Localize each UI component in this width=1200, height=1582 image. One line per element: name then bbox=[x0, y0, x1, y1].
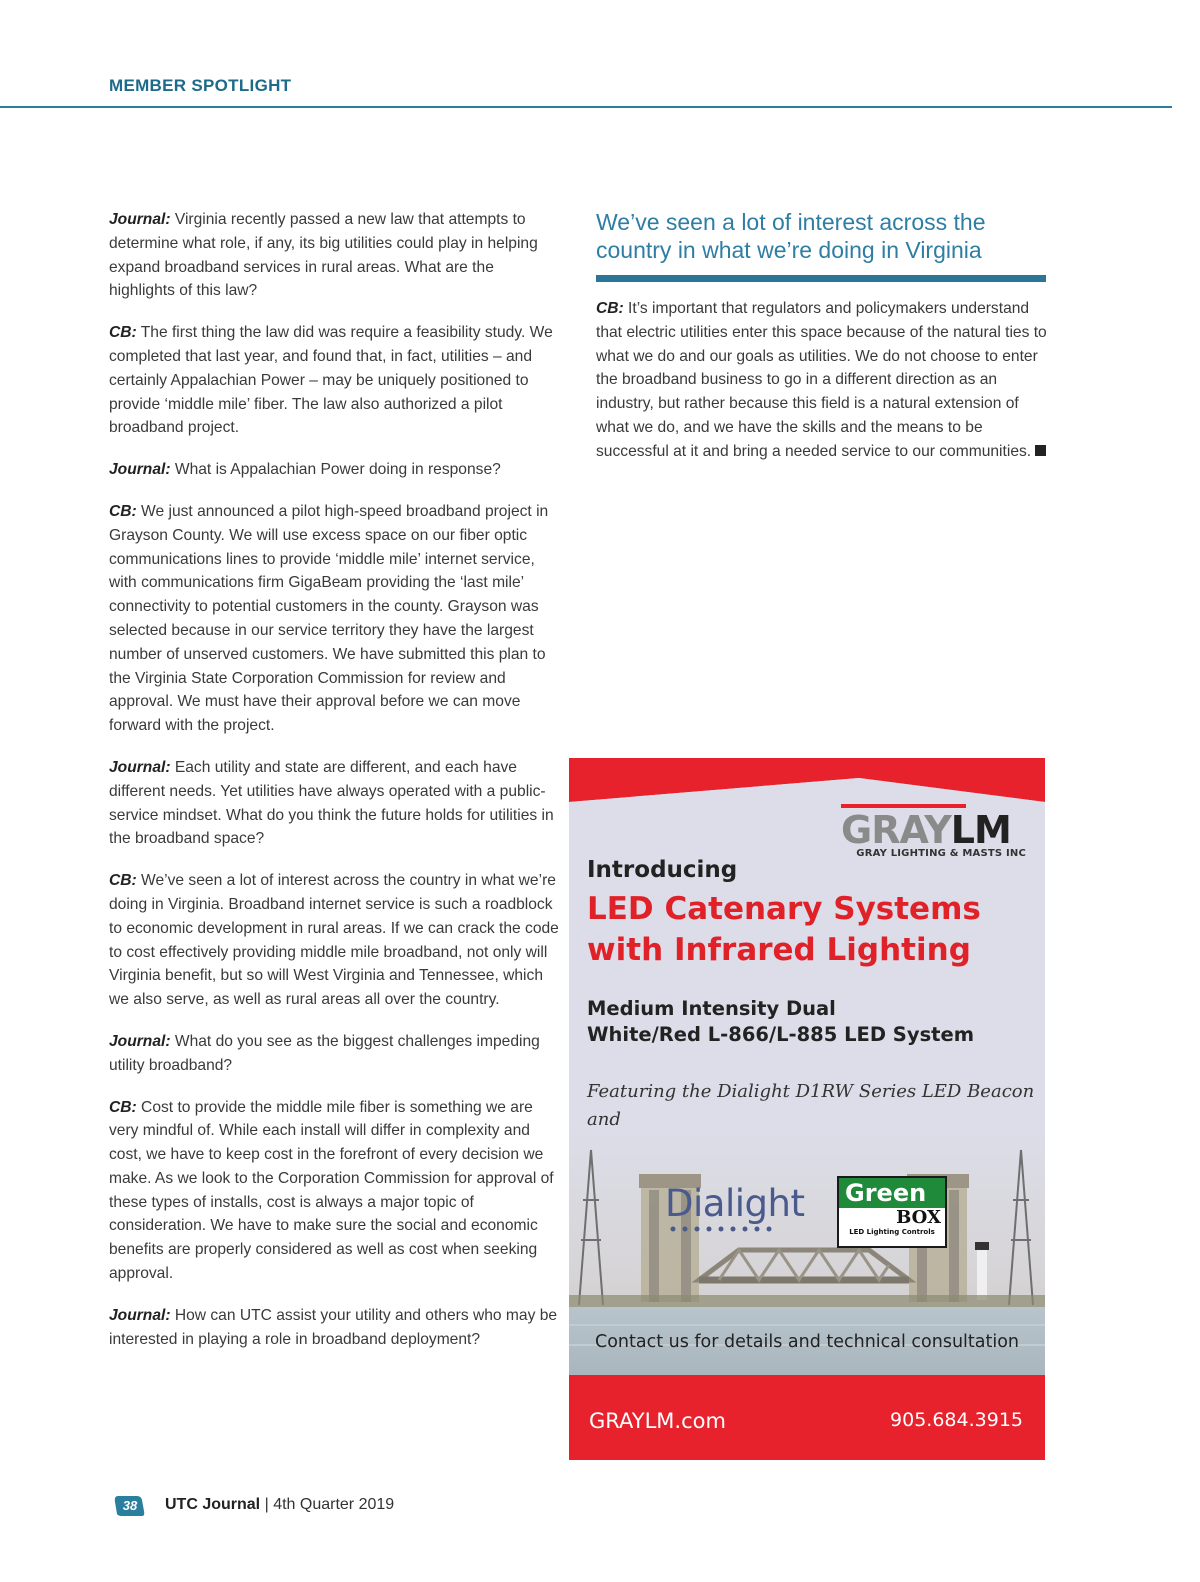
speaker-label: CB: bbox=[109, 324, 137, 342]
ad-subheadline bbox=[587, 996, 1027, 1048]
paragraph bbox=[109, 1304, 564, 1352]
header-rule bbox=[0, 106, 1172, 108]
paragraph bbox=[109, 1030, 564, 1078]
logo-subtitle: GRAY LIGHTING & MASTS INC bbox=[856, 848, 1026, 859]
paragraph bbox=[109, 756, 564, 851]
speaker-label: Journal: bbox=[109, 1032, 171, 1050]
pull-quote: We’ve seen a lot of interest across the country in what we’re doing in Virginia bbox=[596, 209, 986, 263]
ad-contact-line: Contact us for details and technical consultation bbox=[594, 1332, 1020, 1352]
left-column bbox=[109, 208, 564, 1369]
speaker-label: CB: bbox=[596, 300, 624, 317]
paragraph bbox=[109, 1096, 564, 1286]
greenbox-logo bbox=[837, 1176, 947, 1248]
ad-phone-number[interactable]: 905.684.3915 bbox=[890, 1409, 1023, 1431]
speaker-label: CB: bbox=[109, 872, 137, 890]
paragraph bbox=[109, 321, 564, 440]
section-label: MEMBER SPOTLIGHT bbox=[109, 76, 292, 95]
paragraph-text: We just announced a pilot high-speed broadband project in Grayson County. We will use excess space on our fiber optic communications lines to provide ‘middle mile’ internet service, with communications firm GigaBeam providing the ‘last mile’ connectivity to potential customers in the county. Grayson was selected because in our service territory they have the largest number of unserved customers. We have submitted this plan to the Virginia State Corporation Commission for review and approval. We must have their approval before we can move forward with the project. bbox=[109, 502, 549, 735]
ad-top-banner bbox=[569, 758, 1045, 804]
paragraph-text: What do you see as the biggest challenges impeding utility broadband? bbox=[109, 1032, 540, 1074]
paragraph-text: Each utility and state are different, and each have different needs. Yet utilities have always operated with a public-service mindset. What do you think the future holds for utilities in the broadband space? bbox=[109, 758, 554, 848]
feature-line: Featuring the Dialight D1RW Series LED Beacon and bbox=[587, 1081, 1035, 1130]
headline-line: with Infrared Lighting bbox=[587, 932, 971, 968]
paragraph-text: What is Appalachian Power doing in response? bbox=[170, 461, 501, 479]
paragraph-text: We’ve seen a lot of interest across the country in what we’re doing in Virginia. Broadband internet service is such a roadblock to economic development in rural areas. If we can crack the code to cost effectively providing middle mile broadband, not only will Virginia benefit, but so will West Virginia and Tennessee, which we also serve, as well as rural areas all over the country. bbox=[109, 872, 559, 1009]
page-number: 38 bbox=[122, 1498, 138, 1513]
logo-wordmark: GRAYLM bbox=[841, 808, 1011, 852]
right-column bbox=[596, 297, 1048, 482]
ad-intro: Introducing bbox=[587, 857, 738, 883]
paragraph-text: Virginia recently passed a new law that attempts to determine what role, if any, its big utilities could play in helping expand broadband services in rural areas. What are the highlights of this law? bbox=[109, 211, 538, 300]
paragraph bbox=[109, 458, 564, 482]
paragraph-text: It’s important that regulators and policymakers understand that electric utilities enter this space because of the natural ties to what we do and our goals as utilities. We do not choose to enter the broadband business to go in a different direction as an industry, but rather because this field is a natural extension of what we do, and we have the skills and the means to be successful at it and bring a needed service to our communities. bbox=[596, 300, 1047, 460]
paragraph-text: How can UTC assist your utility and others who may be interested in playing a role in broadband deployment? bbox=[109, 1306, 558, 1348]
paragraph bbox=[109, 869, 564, 1012]
speaker-label: CB: bbox=[109, 502, 137, 520]
footer-separator: | bbox=[264, 1496, 269, 1513]
pull-quote-rule bbox=[596, 275, 1046, 282]
paragraph bbox=[109, 500, 564, 738]
ad-headline bbox=[587, 889, 1027, 971]
greenbox-box: BOX bbox=[896, 1207, 941, 1228]
end-of-article-mark bbox=[1035, 445, 1046, 456]
paragraph-text: The first thing the law did was require a feasibility study. We completed that last year, and found that, in fact, utilities – and certainly Appalachian Power – may be uniquely positioned to provide ‘middle mile’ fiber. The law also authorized a pilot broadband project. bbox=[109, 324, 553, 437]
speaker-label: Journal: bbox=[109, 211, 171, 228]
footer-publication bbox=[165, 1496, 394, 1514]
logo-bar bbox=[841, 804, 966, 808]
greenbox-controls-label: LED Lighting Controls bbox=[849, 1228, 935, 1236]
speaker-label: Journal: bbox=[109, 461, 171, 479]
speaker-label: CB: bbox=[109, 1098, 137, 1116]
subheadline-line: Medium Intensity Dual bbox=[587, 997, 836, 1020]
publication-name: UTC Journal bbox=[165, 1496, 261, 1513]
headline-line: LED Catenary Systems bbox=[587, 891, 981, 927]
subheadline-line: White/Red L-866/L-885 LED System bbox=[587, 1023, 975, 1046]
dialight-logo: Dialight bbox=[665, 1182, 805, 1225]
speaker-label: Journal: bbox=[109, 1306, 171, 1324]
greenbox-top: Green bbox=[839, 1178, 945, 1208]
dialight-dots bbox=[667, 1226, 817, 1232]
ad-website-link[interactable]: GRAYLM.com bbox=[589, 1409, 726, 1433]
paragraph bbox=[109, 208, 564, 303]
speaker-label: Journal: bbox=[109, 758, 171, 776]
paragraph bbox=[596, 297, 1048, 464]
graylm-advertisement[interactable] bbox=[569, 758, 1045, 1460]
graylm-logo bbox=[841, 810, 1026, 859]
paragraph-text: Cost to provide the middle mile fiber is something we are very mindful of. While each install will differ in complexity and cost, we have to keep cost in the forefront of every decision we make. As we look to the Corporation Commission for approval of these types of installs, cost is always a major topic of consideration. We have to make sure the social and economic benefits are properly considered as well as cost when seeking approval. bbox=[109, 1098, 554, 1283]
issue-label: 4th Quarter 2019 bbox=[273, 1496, 395, 1513]
